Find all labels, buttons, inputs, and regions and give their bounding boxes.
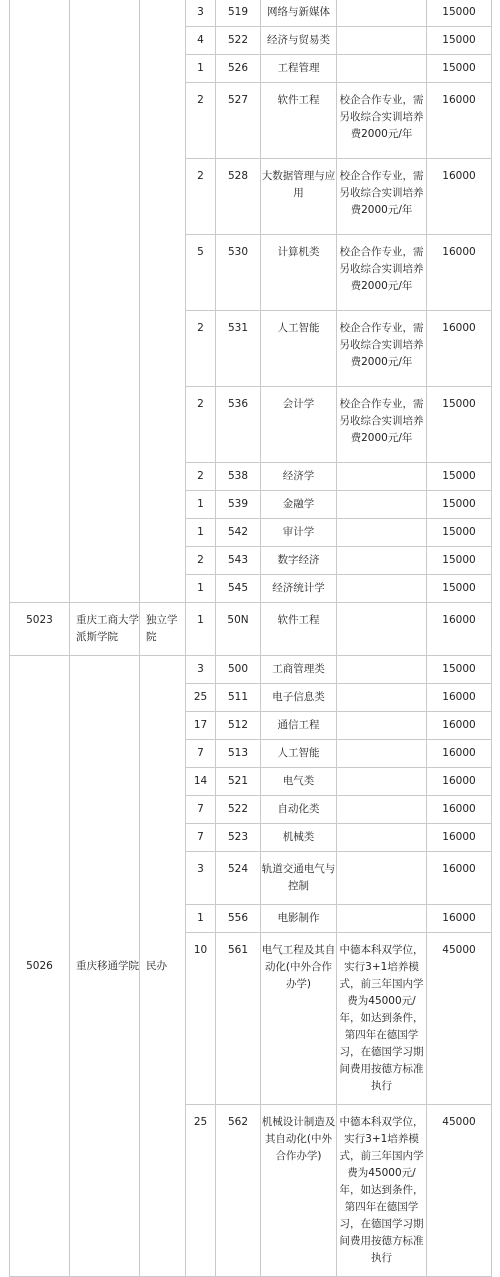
school-id-cell xyxy=(10,0,70,603)
major-code-cell: 536 xyxy=(216,387,261,463)
school-type-cell: 独立学院 xyxy=(140,603,186,656)
tuition-cell: 16000 xyxy=(427,796,492,824)
plan-count-cell: 10 xyxy=(186,933,216,1105)
major-name-cell: 经济与贸易类 xyxy=(261,27,337,55)
remark-cell xyxy=(337,796,427,824)
remark-cell xyxy=(337,712,427,740)
remark-cell xyxy=(337,824,427,852)
major-code-cell: 500 xyxy=(216,656,261,684)
major-name-cell: 人工智能 xyxy=(261,740,337,768)
remark-cell: 校企合作专业，需另收综合实训培养费2000元/年 xyxy=(337,83,427,159)
tuition-cell: 16000 xyxy=(427,684,492,712)
major-name-cell: 电子信息类 xyxy=(261,684,337,712)
tuition-cell: 45000 xyxy=(427,1105,492,1277)
tuition-cell: 15000 xyxy=(427,387,492,463)
tuition-cell: 16000 xyxy=(427,159,492,235)
tuition-cell: 15000 xyxy=(427,547,492,575)
plan-count-cell: 5 xyxy=(186,235,216,311)
major-code-cell: 556 xyxy=(216,905,261,933)
plan-count-cell: 1 xyxy=(186,575,216,603)
table-row xyxy=(10,603,492,656)
major-name-cell: 经济统计学 xyxy=(261,575,337,603)
school-id-cell: 5026 xyxy=(10,656,70,1277)
table-row xyxy=(10,656,492,684)
major-name-cell: 通信工程 xyxy=(261,712,337,740)
remark-cell: 中德本科双学位，实行3+1培养模式，前三年国内学费为45000元/年，如达到条件，第四年在德国学习，在德国学习期间费用按德方标准执行 xyxy=(337,933,427,1105)
plan-count-cell: 7 xyxy=(186,740,216,768)
tuition-cell: 16000 xyxy=(427,83,492,159)
tuition-cell: 45000 xyxy=(427,933,492,1105)
remark-cell xyxy=(337,684,427,712)
remark-cell xyxy=(337,905,427,933)
remark-cell xyxy=(337,55,427,83)
school-name-cell: 重庆工商大学派斯学院 xyxy=(70,603,140,656)
major-code-cell: 511 xyxy=(216,684,261,712)
major-name-cell: 会计学 xyxy=(261,387,337,463)
plan-count-cell: 7 xyxy=(186,824,216,852)
major-name-cell: 网络与新媒体 xyxy=(261,0,337,27)
major-name-cell: 软件工程 xyxy=(261,603,337,656)
major-name-cell: 自动化类 xyxy=(261,796,337,824)
plan-count-cell: 3 xyxy=(186,656,216,684)
major-code-cell: 522 xyxy=(216,27,261,55)
major-name-cell: 数字经济 xyxy=(261,547,337,575)
major-code-cell: 512 xyxy=(216,712,261,740)
major-code-cell: 521 xyxy=(216,768,261,796)
major-name-cell: 机械类 xyxy=(261,824,337,852)
plan-count-cell: 2 xyxy=(186,463,216,491)
plan-count-cell: 1 xyxy=(186,491,216,519)
plan-count-cell: 25 xyxy=(186,1105,216,1277)
plan-count-cell: 14 xyxy=(186,768,216,796)
remark-cell xyxy=(337,603,427,656)
tuition-cell: 16000 xyxy=(427,311,492,387)
plan-count-cell: 1 xyxy=(186,603,216,656)
tuition-cell: 15000 xyxy=(427,491,492,519)
admission-plan-table xyxy=(9,0,492,1277)
remark-cell: 校企合作专业，需另收综合实训培养费2000元/年 xyxy=(337,235,427,311)
tuition-cell: 15000 xyxy=(427,0,492,27)
major-code-cell: 523 xyxy=(216,824,261,852)
plan-count-cell: 3 xyxy=(186,852,216,905)
major-code-cell: 538 xyxy=(216,463,261,491)
tuition-cell: 16000 xyxy=(427,712,492,740)
major-code-cell: 543 xyxy=(216,547,261,575)
remark-cell xyxy=(337,575,427,603)
major-name-cell: 人工智能 xyxy=(261,311,337,387)
major-name-cell: 经济学 xyxy=(261,463,337,491)
remark-cell xyxy=(337,656,427,684)
school-name-cell xyxy=(70,0,140,603)
tuition-cell: 15000 xyxy=(427,463,492,491)
major-name-cell: 工商管理类 xyxy=(261,656,337,684)
major-code-cell: 527 xyxy=(216,83,261,159)
plan-count-cell: 7 xyxy=(186,796,216,824)
school-type-cell xyxy=(140,0,186,603)
plan-count-cell: 3 xyxy=(186,0,216,27)
major-code-cell: 545 xyxy=(216,575,261,603)
school-id-cell: 5023 xyxy=(10,603,70,656)
tuition-cell: 16000 xyxy=(427,740,492,768)
major-name-cell: 电气工程及其自动化(中外合作办学) xyxy=(261,933,337,1105)
tuition-cell: 15000 xyxy=(427,55,492,83)
major-code-cell: 562 xyxy=(216,1105,261,1277)
plan-count-cell: 2 xyxy=(186,311,216,387)
tuition-cell: 15000 xyxy=(427,656,492,684)
major-name-cell: 工程管理 xyxy=(261,55,337,83)
major-code-cell: 542 xyxy=(216,519,261,547)
tuition-cell: 16000 xyxy=(427,235,492,311)
major-code-cell: 522 xyxy=(216,796,261,824)
major-name-cell: 软件工程 xyxy=(261,83,337,159)
major-name-cell: 轨道交通电气与控制 xyxy=(261,852,337,905)
major-code-cell: 519 xyxy=(216,0,261,27)
major-code-cell: 50N xyxy=(216,603,261,656)
major-name-cell: 电气类 xyxy=(261,768,337,796)
tuition-cell: 16000 xyxy=(427,603,492,656)
remark-cell: 中德本科双学位，实行3+1培养模式，前三年国内学费为45000元/年，如达到条件，第四年在德国学习，在德国学习期间费用按德方标准执行 xyxy=(337,1105,427,1277)
remark-cell: 校企合作专业，需另收综合实训培养费2000元/年 xyxy=(337,311,427,387)
major-code-cell: 539 xyxy=(216,491,261,519)
tuition-cell: 16000 xyxy=(427,852,492,905)
remark-cell xyxy=(337,852,427,905)
tuition-cell: 16000 xyxy=(427,768,492,796)
major-code-cell: 531 xyxy=(216,311,261,387)
plan-count-cell: 2 xyxy=(186,387,216,463)
plan-count-cell: 1 xyxy=(186,905,216,933)
school-name-cell: 重庆移通学院 xyxy=(70,656,140,1277)
major-name-cell: 金融学 xyxy=(261,491,337,519)
plan-count-cell: 25 xyxy=(186,684,216,712)
major-code-cell: 561 xyxy=(216,933,261,1105)
tuition-cell: 15000 xyxy=(427,575,492,603)
major-code-cell: 526 xyxy=(216,55,261,83)
tuition-cell: 16000 xyxy=(427,905,492,933)
remark-cell xyxy=(337,463,427,491)
major-name-cell: 审计学 xyxy=(261,519,337,547)
remark-cell xyxy=(337,740,427,768)
tuition-cell: 16000 xyxy=(427,824,492,852)
remark-cell: 校企合作专业，需另收综合实训培养费2000元/年 xyxy=(337,159,427,235)
plan-count-cell: 2 xyxy=(186,159,216,235)
plan-count-cell: 2 xyxy=(186,83,216,159)
school-type-cell: 民办 xyxy=(140,656,186,1277)
major-code-cell: 513 xyxy=(216,740,261,768)
remark-cell xyxy=(337,0,427,27)
plan-count-cell: 17 xyxy=(186,712,216,740)
table-row xyxy=(10,0,492,27)
tuition-cell: 15000 xyxy=(427,519,492,547)
major-code-cell: 528 xyxy=(216,159,261,235)
major-name-cell: 计算机类 xyxy=(261,235,337,311)
major-name-cell: 机械设计制造及其自动化(中外合作办学) xyxy=(261,1105,337,1277)
remark-cell xyxy=(337,27,427,55)
major-name-cell: 大数据管理与应用 xyxy=(261,159,337,235)
major-code-cell: 530 xyxy=(216,235,261,311)
table-body xyxy=(10,0,492,1277)
plan-count-cell: 1 xyxy=(186,519,216,547)
major-code-cell: 524 xyxy=(216,852,261,905)
remark-cell: 校企合作专业，需另收综合实训培养费2000元/年 xyxy=(337,387,427,463)
remark-cell xyxy=(337,547,427,575)
remark-cell xyxy=(337,491,427,519)
plan-count-cell: 4 xyxy=(186,27,216,55)
tuition-cell: 15000 xyxy=(427,27,492,55)
remark-cell xyxy=(337,768,427,796)
plan-count-cell: 2 xyxy=(186,547,216,575)
major-name-cell: 电影制作 xyxy=(261,905,337,933)
plan-count-cell: 1 xyxy=(186,55,216,83)
remark-cell xyxy=(337,519,427,547)
